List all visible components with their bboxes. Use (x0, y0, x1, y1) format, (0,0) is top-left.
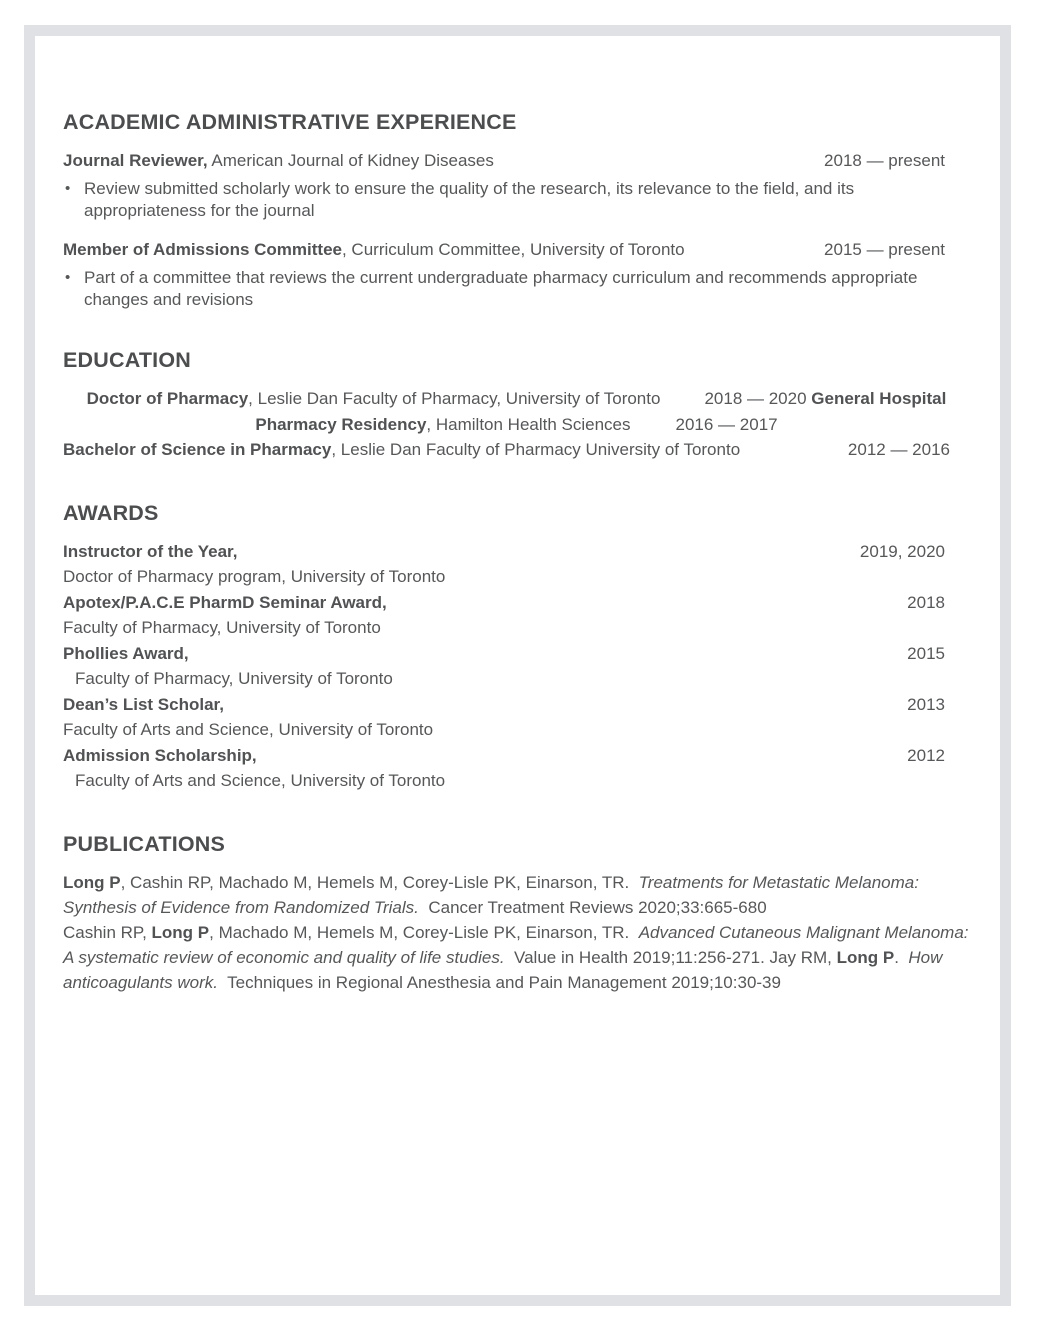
experience-entry (63, 148, 970, 221)
bullet-text: Part of a committee that reviews the current undergraduate pharmacy curriculum and recommends appropriate changes and revisions (84, 268, 923, 309)
text-segment: . (894, 947, 909, 967)
bullet-icon: • (65, 269, 71, 286)
entry-bullets (63, 267, 970, 310)
section-education (63, 347, 970, 463)
education-line (63, 437, 970, 463)
section-heading-education: EDUCATION (63, 348, 192, 372)
award-institution: Faculty of Arts and Science, University of Toronto (75, 771, 446, 790)
publication-entry (63, 870, 970, 920)
education-lines (63, 386, 970, 463)
award-institution: Doctor of Pharmacy program, University of Toronto (63, 567, 446, 586)
entry-date: 2015 — present (824, 240, 945, 259)
awards-entries (63, 539, 970, 794)
text-segment: Long P (63, 872, 121, 892)
award-title: Phollies Award, (63, 643, 189, 663)
award-row (63, 692, 970, 718)
experience-entry-header (63, 148, 970, 174)
entry-title-line (63, 148, 494, 174)
text-segment: Techniques in Regional Anesthesia and Pain Management 2019;10:30-39 (217, 972, 781, 992)
publication-paragraphs (63, 870, 973, 995)
award-institution: Faculty of Pharmacy, University of Toronto (63, 618, 381, 637)
award-date: 2019, 2020 (859, 541, 945, 561)
text-segment: Long P (151, 922, 210, 942)
entry-bullets (63, 178, 970, 221)
text-segment: Treatments for Metastatic Melanoma: Synthesis of Evidence from Randomized Trials. (63, 872, 924, 917)
education-degree (63, 437, 740, 463)
bullet-item (63, 267, 970, 310)
text-segment: Doctor of Pharmacy (86, 389, 249, 408)
text-segment: 2016 — 2017 (675, 414, 778, 434)
education-date: 2012 — 2016 (847, 440, 950, 459)
text-segment: Cancer Treatment Reviews 2020;33:665-680 (418, 897, 767, 917)
text-segment: , Hamilton Health Sciences (426, 414, 631, 434)
entry-subtitle: American Journal of Kidney Diseases (207, 151, 494, 170)
award-title: Admission Scholarship, (63, 745, 257, 765)
text-segment: How anticoagulants work. (63, 947, 948, 992)
section-publications (63, 831, 973, 995)
text-segment: Advanced Cutaneous Malignant Melanoma: A systematic review of economic and quality of life studies. (63, 922, 973, 967)
text-segment: Cashin RP, (63, 922, 152, 942)
award-date: 2013 (907, 694, 945, 714)
experience-entries (63, 148, 970, 310)
experience-entry (63, 237, 970, 310)
entry-title-line (63, 237, 685, 263)
document-page (24, 25, 1011, 1306)
spacer (660, 403, 704, 404)
award-title: Instructor of the Year, (63, 541, 238, 561)
text-segment: Pharmacy Residency (255, 414, 427, 434)
award-title: Apotex/P.A.C.E PharmD Seminar Award, (63, 592, 387, 612)
entry-title: Member of Admissions Committee (63, 240, 342, 259)
education-line (63, 386, 970, 412)
award-row (63, 590, 970, 616)
text-segment: General Hospital (811, 389, 947, 408)
entry-subtitle: , Curriculum Committee, University of Toronto (341, 240, 685, 259)
award-row (63, 743, 970, 769)
publication-entry (63, 920, 973, 995)
award-title: Dean’s List Scholar, (63, 694, 224, 714)
text-segment: , Machado M, Hemels M, Corey-Lisle PK, Einarson, TR. (209, 922, 639, 942)
section-awards (63, 500, 970, 794)
bullet-item (63, 178, 970, 221)
text-segment: Long P (836, 947, 895, 967)
education-line (63, 412, 970, 438)
award-date: 2015 (907, 643, 945, 663)
spacer (631, 429, 676, 430)
section-heading-publications: PUBLICATIONS (63, 831, 226, 856)
award-institution: Faculty of Arts and Science, University of Toronto (63, 720, 434, 739)
award-institution: Faculty of Pharmacy, University of Toronto (75, 669, 393, 688)
award-row (63, 641, 970, 667)
entry-date: 2018 — present (824, 151, 945, 170)
experience-entry-header (63, 237, 970, 263)
text-segment: , Leslie Dan Faculty of Pharmacy University of Toronto (331, 440, 741, 459)
resume-content (63, 109, 973, 995)
section-heading-experience: ACADEMIC ADMINISTRATIVE EXPERIENCE (63, 110, 517, 134)
bullet-icon: • (65, 180, 71, 197)
bullet-text: Review submitted scholarly work to ensure the quality of the research, its relevance to the field, and its appropriateness for the journal (84, 179, 859, 220)
text-segment: , Cashin RP, Machado M, Hemels M, Corey-Lisle PK, Einarson, TR. (120, 872, 639, 892)
text-segment: 2018 — 2020 (704, 389, 812, 408)
award-date: 2012 (907, 745, 945, 765)
award-row (63, 539, 970, 565)
text-segment: Value in Health 2019;11:256-271. Jay RM, (504, 947, 837, 967)
section-heading-awards: AWARDS (63, 500, 159, 525)
text-segment: Bachelor of Science in Pharmacy (63, 440, 332, 459)
text-segment: , Leslie Dan Faculty of Pharmacy, University of Toronto (248, 389, 661, 408)
entry-title: Journal Reviewer, (63, 151, 208, 170)
award-date: 2018 (907, 592, 945, 612)
section-academic-administrative-experience (63, 109, 970, 310)
